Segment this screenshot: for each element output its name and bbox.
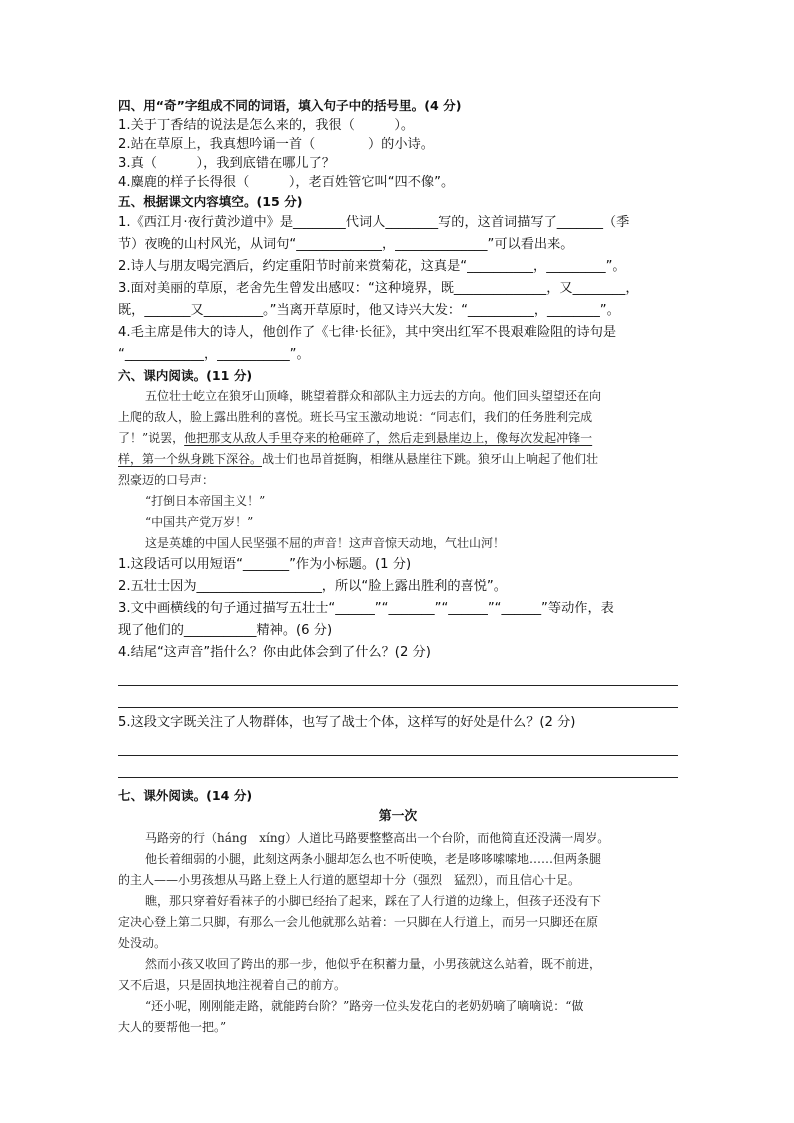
underlined-sentence: 他把那支从敌人手里夺来的枪砸碎了，然后走到悬崖边上，像每次发起冲锋一 [184,431,593,445]
sec4-question-2: 2.站在草原上，我真想吟诵一首（ ）的小诗。 [118,137,434,152]
reading-passage-line [118,449,678,470]
reading-passage-line: 马路旁的行（háng xíng）人道比马路要整整高出一个台阶，而他简直还没满一周岁。 [145,831,610,845]
sec5-question-2: 2.诗人与朋友喝完酒后，约定重阳节时前来赏菊花，这真是“__________，_________”。 [118,259,626,274]
sec4-question-1: 1.关于丁香结的说法是怎么来的，我很（ ）。 [118,118,415,133]
sec5-question-1a: 1.《西江月·夜行黄沙道中》是________代词人________写的，这首词描写了_______（季 [118,215,630,230]
sec6-question-1: 1.这段话可以用短语“_______”作为小标题。(1 分) [118,557,412,572]
reading-passage-line: 烈豪迈的口号声： [118,473,215,487]
slogan-line: “打倒日本帝国主义！” [145,494,266,508]
reading-passage-line: 大人的要帮他一把。” [118,1020,227,1034]
reading-passage-line [118,428,678,449]
reading-passage-line: 又不后退，只是固执地注视着自己的前方。 [118,978,347,992]
sec5-question-4b: “____________，___________”。 [118,347,310,362]
sec4-question-3: 3.真（ ），我到底错在哪儿了？ [118,156,335,171]
exam-page [118,96,678,1038]
passage-title: 第一次 [378,809,418,824]
reading-passage-line: 定决心登上第二只脚，有那么一会儿他就那么站着：一只脚在人行道上，而另一只脚还在原 [118,915,599,929]
sec5-question-1b: 节）夜晚的山村风光，从词句“_____________，______________”可以看出来。 [118,237,574,252]
sec6-question-3a: 3.文中画横线的句子通过描写五壮士“______”“_______”“______”“______”等动作，表 [118,601,614,616]
sec5-question-3b: 既，_______又_________。”当离开草原时，他又诗兴大发：“__________，________”。 [118,303,620,318]
answer-line[interactable] [118,756,678,778]
answer-line[interactable] [118,734,678,756]
section-6-heading: 六、课内阅读。(11 分) [118,368,253,383]
answer-line[interactable] [118,686,678,708]
slogan-line: “中国共产党万岁！” [145,515,254,529]
section-4-heading: 四、用“奇”字组成不同的词语，填入句子中的括号里。(4 分) [118,98,462,113]
reading-passage-line: “还小呢，刚刚能走路，就能跨台阶？”路旁一位头发花白的老奶奶嘀了嘀嘀说：“做 [145,999,584,1013]
section-5-heading: 五、根据课文内容填空。(15 分) [118,194,303,209]
passage-text: 战士们也昂首挺胸，相继从悬崖往下跳。狼牙山上响起了他们壮 [262,452,599,466]
reading-passage-line: 瞧，那只穿着好看袜子的小脚已经抬了起来，踩在了人行道的边缘上，但孩子还没有下 [145,894,602,908]
reading-passage-line: 这是英雄的中国人民坚强不屈的声音！这声音惊天动地，气壮山河！ [145,536,506,550]
answer-line[interactable] [118,664,678,686]
reading-passage-line: 他长着细弱的小腿，此刻这两条小腿却怎么也不听使唤，老是哆哆嗦嗦地……但两条腿 [145,852,602,866]
sec4-question-4: 4.麋鹿的样子长得很（ ），老百姓管它叫“四不像”。 [118,175,455,190]
sec6-question-2: 2.五壮士因为___________________，所以“脸上露出胜利的喜悦”。 [118,579,507,594]
sec6-question-4: 4.结尾“这声音”指什么？你由此体会到了什么？(2 分) [118,645,431,660]
underlined-sentence: 样，第一个纵身跳下深谷。 [118,452,263,466]
reading-passage-line: 的主人——小男孩想从马路上登上人行道的愿望却十分（强烈 猛烈），而且信心十足。 [118,873,581,887]
section-7-heading: 七、课外阅读。(14 分) [118,788,253,803]
sec5-question-4a: 4.毛主席是伟大的诗人，他创作了《七律·长征》，其中突出红军不畏艰难险阻的诗句是 [118,325,617,340]
sec6-question-5: 5.这段文字既关注了人物群体，也写了战士个体，这样写的好处是什么？(2 分) [118,715,576,730]
sec6-question-3b: 现了他们的___________精神。(6 分) [118,623,333,638]
reading-passage-line: 处没动。 [118,936,167,950]
sec5-question-3a: 3.面对美丽的草原，老舍先生曾发出感叹：“这种境界，既______________，又________， [118,281,639,296]
passage-text: 了！”说罢， [118,431,185,445]
reading-passage-line: 五位壮士屹立在狼牙山顶峰，眺望着群众和部队主力远去的方向。他们回头望望还在向 [145,389,602,403]
reading-passage-line: 然而小孩又收回了跨出的那一步，他似乎在积蓄力量，小男孩就这么站着，既不前进， [145,957,602,971]
reading-passage-line: 上爬的敌人，脸上露出胜利的喜悦。班长马宝玉激动地说：“同志们，我们的任务胜利完成 [118,410,593,424]
